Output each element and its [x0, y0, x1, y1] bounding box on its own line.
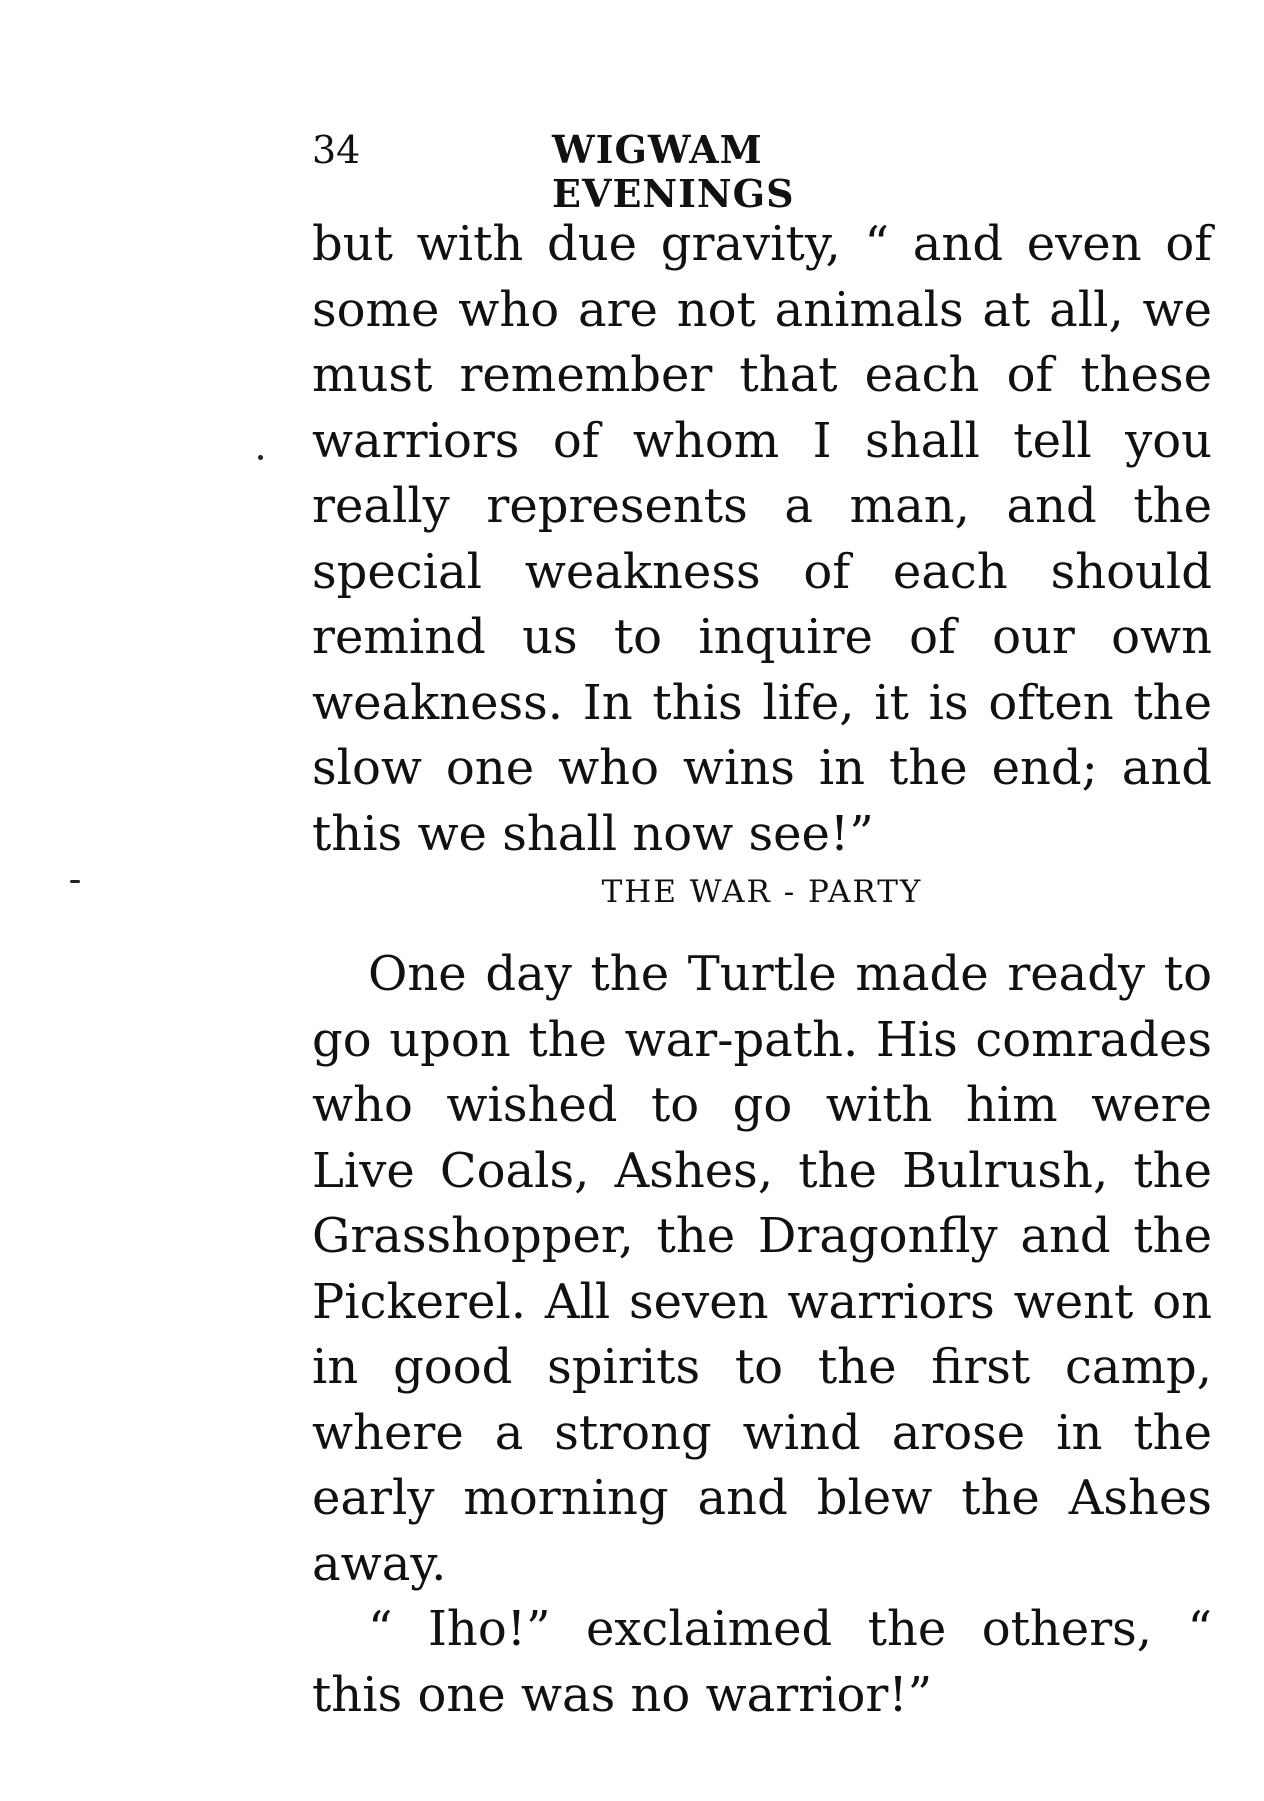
print-speck: [258, 455, 263, 460]
paragraph: but with due gravity, “ and even of some who are not animals at all, we must remember that each of these warriors of whom I shall tell you really represents a man, and the special weakness of each should remind us to inquire of our own weakness. In this life, it is often the slow one who wins in the end; and this we shall now see!”: [312, 216, 1212, 862]
body-text-continued: [312, 212, 1212, 867]
page-header: [312, 127, 968, 216]
print-speck: [70, 880, 80, 883]
paragraph: One day the Turtle made ready to go upon the war-path. His comrades who wished to go with him were Live Coals, Ashes, the Bulrush, the Grasshopper, the Dragonfly and the Pickerel. All seven warriors went on in good spirits to the first camp, where a strong wind arose in the early morning and blew the Ashes away.: [312, 946, 1212, 1592]
section-heading: THE WAR - PARTY: [601, 874, 923, 910]
body-text-war-party: [312, 942, 1212, 1728]
page-number: 34: [312, 128, 361, 172]
paragraph: “ Iho!” exclaimed the others, “ this one was no warrior!”: [312, 1601, 1212, 1723]
running-title: WIGWAM EVENINGS: [552, 127, 795, 216]
